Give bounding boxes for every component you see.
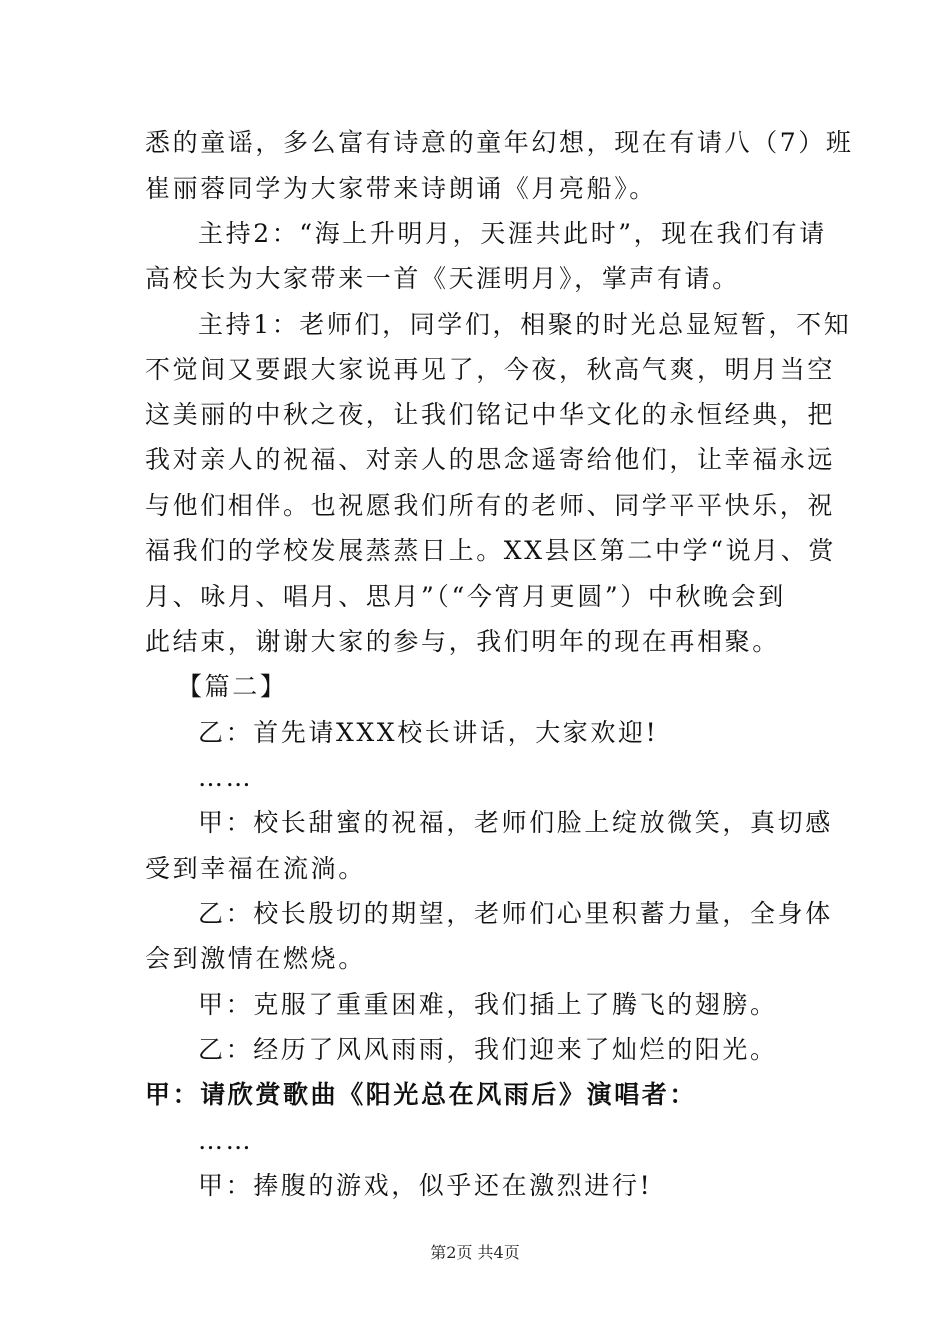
text-line: 此结束，谢谢大家的参与，我们明年的现在再相聚。 (145, 627, 780, 656)
text-line: 乙：经历了风风雨雨，我们迎来了灿烂的阳光。 (198, 1035, 778, 1064)
text-line: 悉的童谣，多么富有诗意的童年幻想，现在有请八（7）班 (145, 128, 854, 157)
text-line: 受到幸福在流淌。 (145, 854, 366, 883)
text-line: 我对亲人的祝福、对亲人的思念遥寄给他们，让幸福永远 (145, 445, 836, 474)
bold-text-line: 甲：请欣赏歌曲《阳光总在风雨后》演唱者： (145, 1080, 698, 1109)
text-line: 福我们的学校发展蒸蒸日上。XX县区第二中学“说月、赏 (145, 536, 836, 565)
text-line: 会到激情在燃烧。 (145, 944, 366, 973)
page-number-footer: 第2页 共4页 (430, 1243, 520, 1262)
text-line: 高校长为大家带来一首《天涯明月》，掌声有请。 (145, 264, 740, 293)
ellipsis-line: …… (198, 763, 254, 792)
text-line: 乙：首先请XXX校长讲话，大家欢迎! (198, 718, 659, 747)
text-line: 崔丽蓉同学为大家带来诗朗诵《月亮船》。 (145, 174, 657, 203)
text-line: 甲：校长甜蜜的祝福，老师们脸上绽放微笑，真切感 (198, 808, 833, 837)
text-line: 主持1：老师们，同学们，相聚的时光总显短暂，不知 (198, 310, 852, 339)
text-line: 这美丽的中秋之夜，让我们铭记中华文化的永恒经典，把 (145, 400, 836, 429)
text-line: 主持2：“海上升明月，天涯共此时”，现在我们有请 (198, 219, 827, 248)
text-line: 甲：捧腹的游戏，似乎还在激烈进行! (198, 1171, 653, 1200)
text-line: 甲：克服了重重困难，我们插上了腾飞的翅膀。 (198, 990, 778, 1019)
text-line: 不觉间又要跟大家说再见了，今夜，秋高气爽，明月当空 (145, 355, 836, 384)
text-line: 月、咏月、唱月、思月”（“今宵月更圆”）中秋晚会到 (145, 582, 786, 611)
text-line: 乙：校长殷切的期望，老师们心里积蓄力量，全身体 (198, 899, 833, 928)
ellipsis-line: …… (198, 1126, 254, 1155)
section-heading: 【篇二】 (177, 672, 288, 701)
text-line: 与他们相伴。也祝愿我们所有的老师、同学平平快乐，祝 (145, 491, 836, 520)
